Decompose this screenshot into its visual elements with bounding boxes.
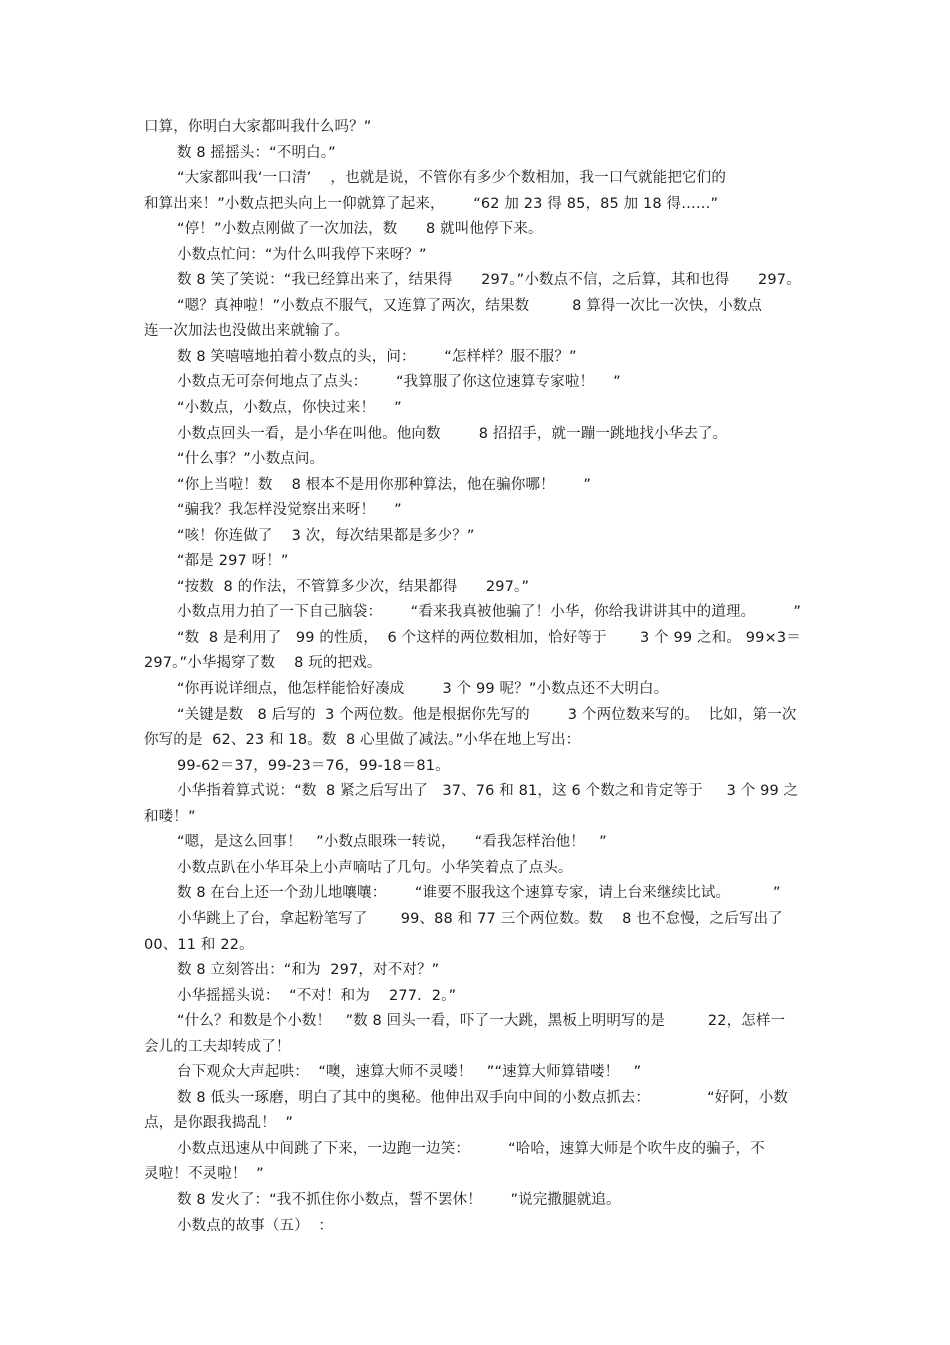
continuation-line: 00、11 和 22。 (144, 936, 254, 953)
continuation-line: 会儿的工夫却转成了！ (144, 1038, 291, 1055)
continuation-line: 你写的是 62、23 和 18。数 8 心里做了减法。”小华在地上写出： (144, 732, 581, 749)
paragraph-line: 小数点趴在小华耳朵上小声嘀咕了几句。小华笑着点了点头。 (177, 859, 573, 876)
paragraph-line: 小华指着算式说：“数 8 紧之后写出了 37、76 和 81，这 6 个数之和肯定等于 3 个 99 之 (177, 783, 799, 800)
paragraph-line: “按数 8 的作法，不管算多少次，结果都得 297。” (177, 578, 530, 595)
paragraph-line: 数 8 笑嘻嘻地拍着小数点的头，问： “怎样样？服不服？” (177, 348, 577, 365)
paragraph-line: 小数点忙问：“为什么叫我停下来呀？” (177, 246, 427, 263)
paragraph-line: 小数点迅速从中间跳了下来，一边跑一边笑： “哈哈，速算大师是个吹牛皮的骗子，不 (177, 1140, 765, 1157)
paragraph-line: “你上当啦！数 8 根本不是用你那种算法，他在骗你哪！ ” (177, 476, 591, 493)
paragraph-line: “嗯？真神啦！”小数点不服气，又连算了两次，结果数 8 算得一次比一次快，小数点 (177, 297, 763, 314)
paragraph-line: 数 8 摇摇头：“不明白。” (177, 144, 336, 161)
paragraph-line: “数 8 是利用了 99 的性质， 6 个这样的两位数相加，恰好等于 3 个 99 之和。 99×3＝ (177, 629, 801, 646)
paragraph-line: 数 8 在台上还一个劲儿地嚷嚷： “谁要不服我这个速算专家，请上台来继续比试。 ” (177, 885, 781, 902)
paragraph-line: “关键是数 8 后写的 3 个两位数。他是根据你先写的 3 个两位数来写的。 比如，第一次 (177, 706, 797, 723)
paragraph-line: 99-62＝37，99-23＝76，99-18＝81。 (177, 757, 450, 774)
continuation-line: 和喽！” (144, 808, 196, 825)
paragraph-line: “都是 297 呀！” (177, 553, 289, 570)
continuation-line: 297。”小华揭穿了数 8 玩的把戏。 (144, 655, 382, 672)
paragraph-line: “什么事？”小数点问。 (177, 451, 325, 468)
paragraph-line: “嗯，是这么回事！ ”小数点眼珠一转说， “看我怎样治他！ ” (177, 834, 607, 851)
paragraph-line: “你再说详细点，他怎样能恰好凑成 3 个 99 呢？”小数点还不大明白。 (177, 681, 669, 698)
continuation-line: 口算，你明白大家都叫我什么吗？” (144, 119, 372, 135)
paragraph-line: 小数点无可奈何地点了点头： “我算服了你这位速算专家啦！ ” (177, 374, 621, 391)
paragraph-line: 台下观众大声起哄： “噢，速算大师不灵喽！ ”“速算大师算错喽！ ” (177, 1064, 642, 1081)
paragraph-line: 小华摇摇头说： “不对！和为 277．2。” (177, 987, 457, 1004)
paragraph-line: “什么？和数是个小数！ ”数 8 回头一看，吓了一大跳，黑板上明明写的是 22，怎样一 (177, 1013, 786, 1030)
paragraph-line: 小数点用力拍了一下自己脑袋： “看来我真被他骗了！小华，你给我讲讲其中的道理。 ” (177, 604, 801, 621)
paragraph-line: 小华跳上了台，拿起粉笔写了 99、88 和 77 三个两位数。数 8 也不怠慢，之后写出了 (177, 910, 783, 927)
paragraph-line: 数 8 笑了笑说：“我已经算出来了，结果得 297。”小数点不信，之后算，其和也得 297。 (177, 272, 801, 289)
paragraph-line: “咳！你连做了 3 次，每次结果都是多少？” (177, 527, 475, 544)
paragraph-line: “骗我？我怎样没觉察出来呀！ ” (177, 502, 402, 519)
continuation-line: 连一次加法也没做出来就输了。 (144, 323, 350, 340)
paragraph-line: 小数点回头一看，是小华在叫他。他向数 8 招招手，就一蹦一跳地找小华去了。 (177, 425, 728, 442)
continuation-line: 和算出来！”小数点把头向上一仰就算了起来， “62 加 23 得 85，85 加 18 得……” (144, 195, 719, 212)
paragraph-line: “小数点，小数点，你快过来！ ” (177, 400, 402, 417)
paragraph-line: “大家都叫我‘一口清’ ，也就是说，不管你有多少个数相加，我一口气就能把它们的 (177, 170, 726, 187)
paragraph-line: 小数点的故事（五） ： (177, 1217, 334, 1234)
paragraph-line: 数 8 发火了：“我不抓住你小数点，誓不罢休！ ”说完撒腿就追。 (177, 1191, 621, 1208)
continuation-line: 点，是你跟我捣乱！ ” (144, 1115, 294, 1132)
paragraph-line: 数 8 低头一琢磨，明白了其中的奥秘。他伸出双手向中间的小数点抓去： “好阿，小数 (177, 1089, 789, 1106)
continuation-line: 灵啦！不灵啦！ ” (144, 1166, 264, 1183)
story-text-body (144, 115, 814, 1239)
paragraph-line: 数 8 立刻答出：“和为 297，对不对？” (177, 962, 440, 979)
paragraph-line: “停！”小数点刚做了一次加法，数 8 就叫他停下来。 (177, 221, 543, 238)
